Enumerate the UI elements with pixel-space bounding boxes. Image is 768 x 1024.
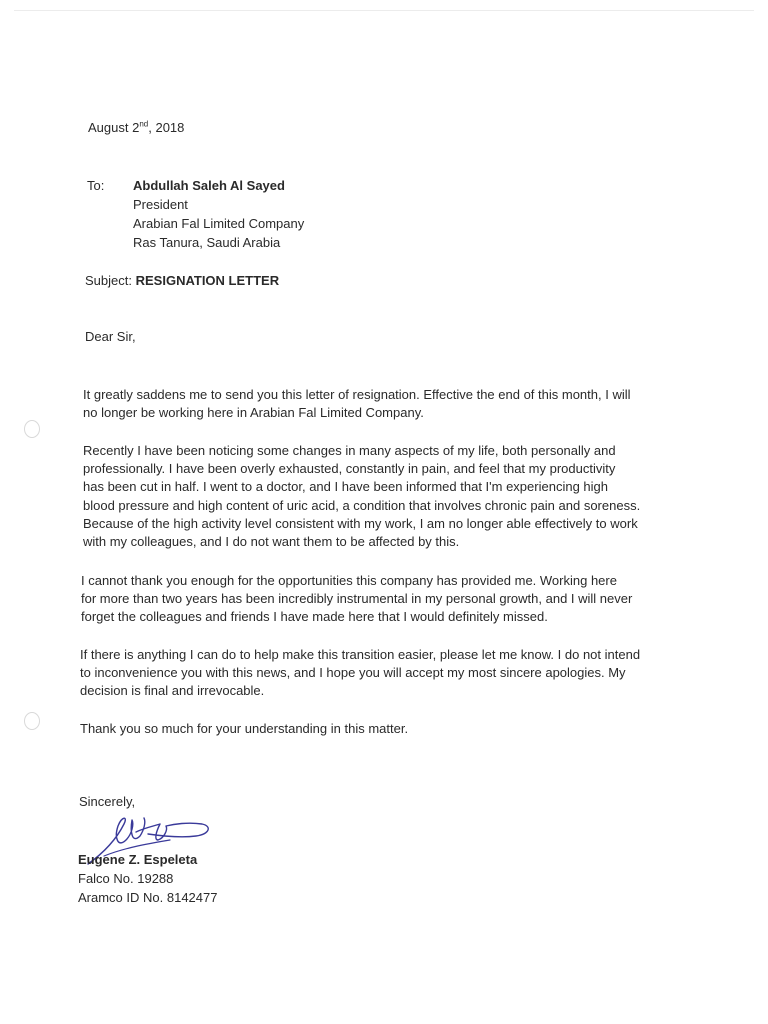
punch-hole-mark (24, 712, 40, 730)
recipient-company: Arabian Fal Limited Company (133, 216, 305, 231)
scan-edge-line (14, 10, 754, 11)
body-paragraph: Recently I have been noticing some changes in many aspects of my life, both personally and professionally. I have been overly exhausted, constantly in pain, and feel that my productivity has been cut in half. I went to a doctor, and I have been informed that I'm experiencing high blood pressure and high content of uric acid, a condition that involves chronic pain and soreness. Because of the high activity level consistent with my work, I am no longer able effectively to work with my colleagues, and I do not want them to be affected by this. (83, 443, 641, 550)
body-paragraph: It greatly saddens me to send you this letter of resignation. Effective the end of this month, I will no longer be working here in Arabian Fal Limited Company. (83, 387, 631, 421)
closing: Sincerely, (79, 794, 136, 809)
recipient-name: Abdullah Saleh Al Sayed (133, 178, 285, 193)
recipient-location: Ras Tanura, Saudi Arabia (133, 235, 281, 250)
punch-hole-mark (24, 420, 40, 438)
body-paragraph: If there is anything I can do to help make this transition easier, please let me know. I do not intend to inconvenience you with this news, and I hope you will accept my most sincere apologies. My decision is final and irrevocable. (80, 647, 641, 699)
letter-date: August 2nd, 2018 (88, 119, 185, 135)
sender-aramco-id: Aramco ID No. 8142477 (78, 890, 218, 905)
body-paragraph: I cannot thank you enough for the opportunities this company has provided me. Working here for more than two years has been incredibly instrumental in my personal growth, and I will never forget the colleagues and friends I have made here that I would definitely missed. (81, 573, 633, 625)
subject-line: Subject: RESIGNATION LETTER (85, 273, 280, 288)
to-label: To: (87, 178, 105, 193)
sender-falco-number: Falco No. 19288 (78, 871, 174, 886)
sender-name: Eugene Z. Espeleta (78, 852, 198, 867)
recipient-title: President (133, 197, 188, 212)
salutation: Dear Sir, (85, 329, 136, 344)
body-paragraph: Thank you so much for your understanding in this matter. (80, 721, 409, 736)
